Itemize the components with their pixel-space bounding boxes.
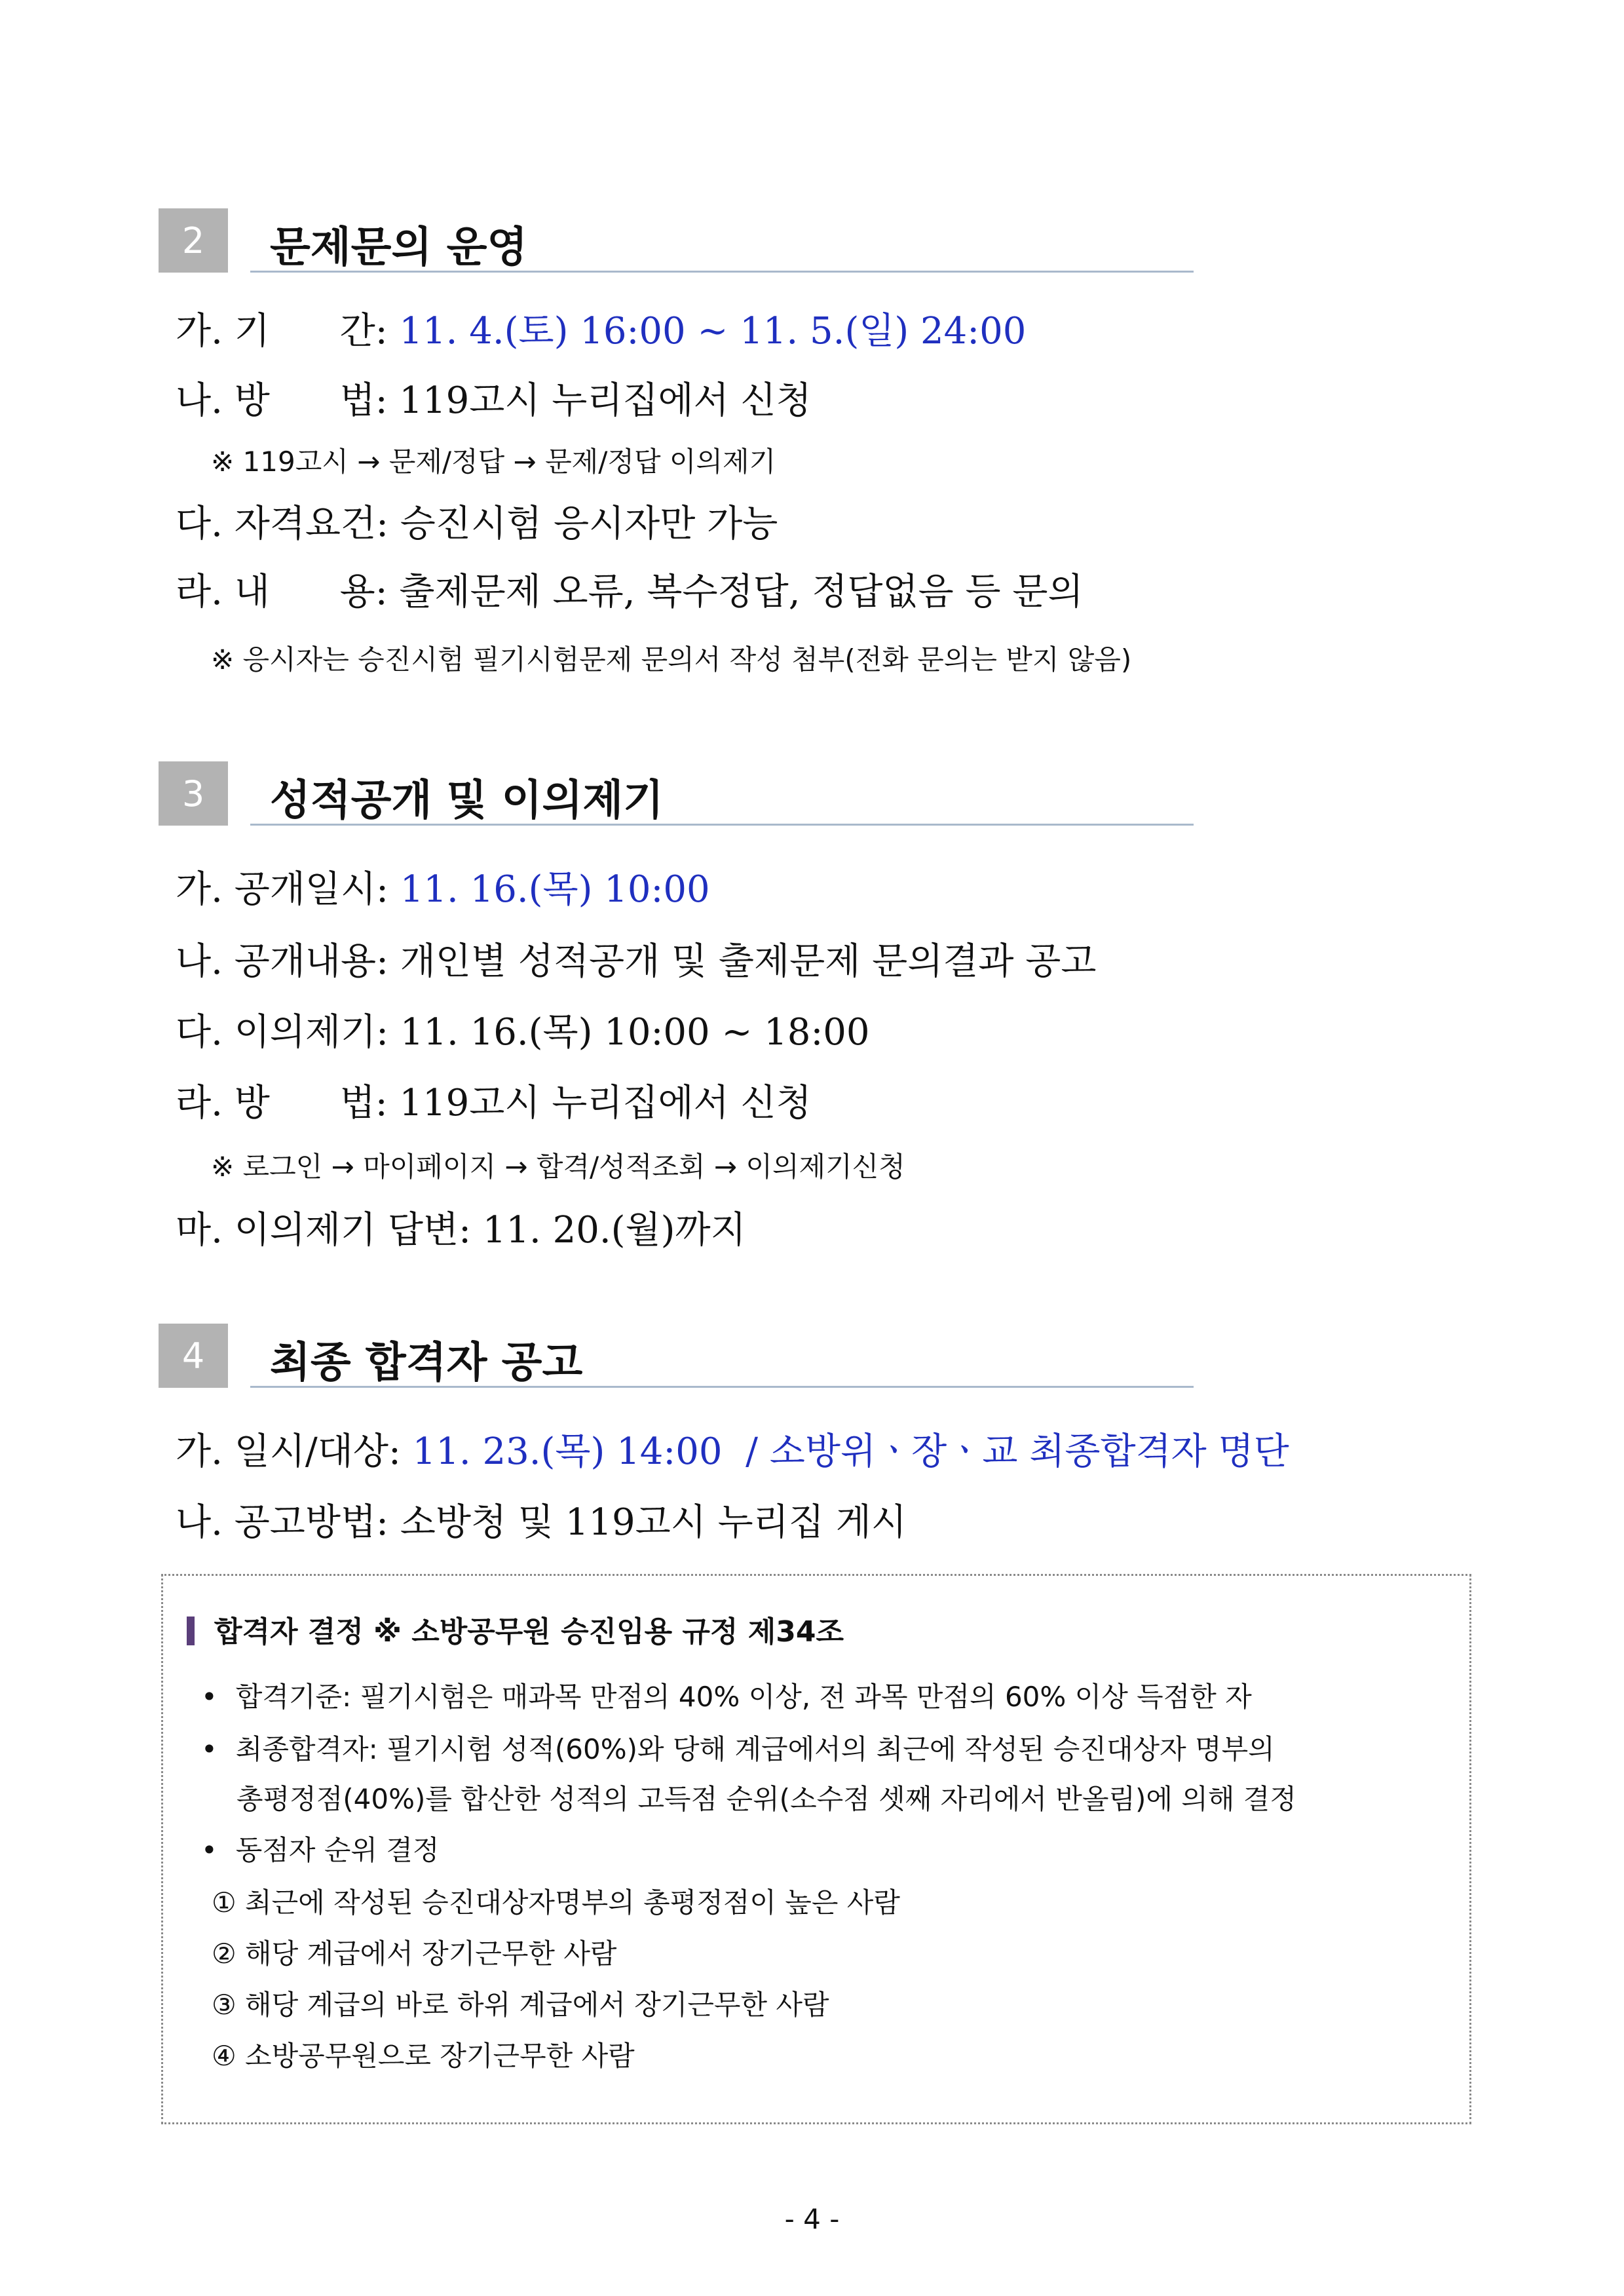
method-value: 소방청 및 119고시 누리집 게시 bbox=[400, 1501, 907, 1544]
content-label: 라. 내 용: bbox=[176, 571, 388, 613]
rank-item: ④ 소방공무원으로 장기근무한 사람 bbox=[212, 2040, 635, 2072]
section-title: 성적공개 및 이의제기 bbox=[270, 776, 664, 825]
date-value: 11. 16.(목) 10:00 bbox=[400, 868, 710, 911]
method-label: 나. 공고방법: bbox=[176, 1501, 388, 1544]
bullet-text: 동점자 순위 결정 bbox=[235, 1834, 440, 1866]
method-value: 119고시 누리집에서 신청 bbox=[399, 379, 812, 422]
sec2-content-line bbox=[176, 571, 1084, 613]
section-3-header bbox=[159, 761, 1194, 826]
content-value: 출제문제 오류, 복수정답, 정답없음 등 문의 bbox=[399, 571, 1084, 613]
content-value: 개인별 성적공개 및 출제문제 문의결과 공고 bbox=[400, 940, 1097, 983]
method-label: 라. 방 법: bbox=[176, 1082, 388, 1124]
appeal-label: 다. 이의제기: bbox=[176, 1011, 388, 1054]
section-rule bbox=[250, 824, 1194, 826]
appeal-value: 11. 16.(목) 10:00 ~ 18:00 bbox=[400, 1011, 870, 1054]
method-label: 나. 방 법: bbox=[176, 379, 388, 422]
method-value: 119고시 누리집에서 신청 bbox=[399, 1082, 812, 1124]
rank-item: ③ 해당 계급의 바로 하위 계급에서 장기근무한 사람 bbox=[212, 1989, 829, 2021]
sec4-method-line bbox=[176, 1501, 907, 1544]
answer-value: 11. 20.(월)까지 bbox=[482, 1209, 746, 1252]
pass-criteria-box bbox=[161, 1574, 1471, 2124]
sec2-content-note: ※ 응시자는 승진시험 필기시험문제 문의서 작성 첨부(전화 문의는 받지 않음) bbox=[211, 643, 1132, 676]
bullet-icon: • bbox=[201, 1834, 217, 1866]
section-number: 2 bbox=[159, 208, 228, 273]
eligibility-value: 승진시험 응시자만 가능 bbox=[400, 503, 778, 545]
rank-item: ② 해당 계급에서 장기근무한 사람 bbox=[212, 1938, 617, 1970]
bullet-item bbox=[201, 1834, 440, 1866]
section-title: 문제문의 운영 bbox=[270, 223, 528, 272]
section-4-header bbox=[159, 1324, 1194, 1388]
section-number: 4 bbox=[159, 1324, 228, 1388]
eligibility-label: 다. 자격요건: bbox=[176, 503, 388, 545]
sec4-target-line bbox=[176, 1430, 1289, 1473]
period-label: 가. 기 간: bbox=[176, 310, 388, 353]
target-value: 11. 23.(목) 14:00 / 소방위ㆍ장ㆍ교 최종합격자 명단 bbox=[412, 1430, 1289, 1473]
page-number: - 4 - bbox=[784, 2203, 840, 2235]
bullet-text: 최종합격자: 필기시험 성적(60%)와 당해 계급에서의 최근에 작성된 승진대상자 명부의 bbox=[235, 1733, 1275, 1765]
sec3-method-note: ※ 로그인 → 마이페이지 → 합격/성적조회 → 이의제기신청 bbox=[211, 1151, 905, 1183]
bullet-continuation: 총평정점(40%)를 합산한 성적의 고득점 순위(소수점 셋째 자리에서 반올림)에 의해 결정 bbox=[236, 1783, 1296, 1815]
sec3-content-line bbox=[176, 940, 1097, 983]
section-number: 3 bbox=[159, 761, 228, 826]
sec2-eligibility-line bbox=[176, 503, 778, 545]
bullet-item bbox=[201, 1683, 1252, 1711]
section-2-header bbox=[159, 208, 1194, 273]
sec2-method-line bbox=[176, 379, 812, 422]
box-title-text: 합격자 결정 ※ 소방공무원 승진임용 규정 제34조 bbox=[214, 1615, 844, 1649]
bullet-text: 합격기준: 필기시험은 매과목 만점의 40% 이상, 전 과목 만점의 60% 이상 득점한 자 bbox=[235, 1681, 1252, 1713]
bullet-icon: • bbox=[201, 1681, 217, 1713]
period-value: 11. 4.(토) 16:00 ~ 11. 5.(일) 24:00 bbox=[399, 310, 1027, 353]
answer-label: 마. 이의제기 답변: bbox=[176, 1209, 471, 1252]
section-rule bbox=[250, 271, 1194, 273]
sec3-method-line bbox=[176, 1082, 812, 1124]
title-bar-marker bbox=[187, 1617, 195, 1645]
sec3-date-line bbox=[176, 868, 710, 911]
target-label: 가. 일시/대상: bbox=[176, 1430, 401, 1473]
sec3-appeal-line bbox=[176, 1011, 870, 1054]
bullet-item bbox=[201, 1733, 1275, 1765]
date-label: 가. 공개일시: bbox=[176, 868, 388, 911]
section-title: 최종 합격자 공고 bbox=[270, 1339, 583, 1387]
box-title bbox=[187, 1617, 844, 1647]
bullet-icon: • bbox=[201, 1733, 217, 1765]
content-label: 나. 공개내용: bbox=[176, 940, 388, 983]
rank-item: ① 최근에 작성된 승진대상자명부의 총평정점이 높은 사람 bbox=[212, 1886, 900, 1919]
sec3-answer-line bbox=[176, 1209, 746, 1252]
sec2-method-note: ※ 119고시 → 문제/정답 → 문제/정답 이의제기 bbox=[211, 446, 776, 478]
sec2-period-line bbox=[176, 310, 1027, 353]
section-rule bbox=[250, 1386, 1194, 1388]
